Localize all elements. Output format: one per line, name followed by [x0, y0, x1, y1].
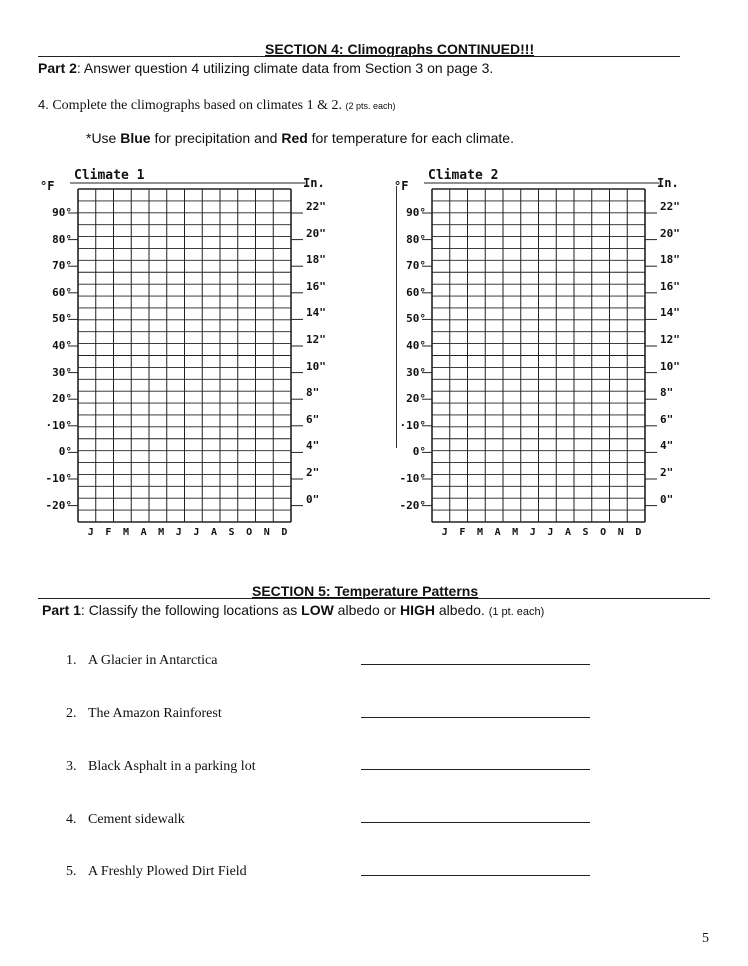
answer-line-1[interactable] — [361, 664, 590, 665]
list-item — [66, 759, 256, 775]
temperature-label: 30° — [52, 365, 72, 379]
item-text: A Freshly Plowed Dirt Field — [88, 864, 247, 879]
precipitation-unit-label: In. — [657, 176, 679, 190]
month-label: A — [564, 527, 571, 538]
precipitation-label: 22" — [306, 200, 326, 213]
month-label: A — [494, 527, 501, 538]
month-label: M — [158, 527, 165, 538]
month-label: J — [441, 527, 448, 538]
instr-mid: for precipitation and — [150, 130, 282, 146]
chart-title: Climate 1 — [74, 168, 145, 183]
temperature-label: -10° — [399, 472, 426, 485]
precipitation-label: 12" — [306, 333, 326, 346]
answer-line-5[interactable] — [361, 875, 590, 876]
temperature-label: ·10° — [45, 418, 72, 432]
question-4-points: (2 pts. each) — [345, 101, 396, 111]
part1-label: Part 1 — [42, 602, 81, 618]
part1-points: (1 pt. each) — [488, 606, 545, 618]
month-label: D — [635, 527, 642, 538]
climograph-climate-2[interactable] — [384, 164, 714, 554]
question-4-number: 4. — [38, 97, 49, 112]
list-item — [66, 706, 222, 722]
part1-pre: : Classify the following locations as — [80, 602, 302, 618]
temperature-label: -20° — [399, 498, 426, 512]
precipitation-label: 14" — [306, 306, 326, 320]
part1-post: albedo. — [434, 602, 489, 618]
precipitation-label: 22" — [660, 200, 680, 213]
precipitation-label: 6" — [660, 412, 674, 426]
temperature-label: 40° — [52, 339, 72, 352]
precipitation-label: 16" — [306, 279, 326, 293]
temperature-label: 50° — [406, 312, 426, 326]
temperature-label: 90° — [52, 206, 72, 219]
month-label: J — [529, 527, 536, 538]
precipitation-label: 0" — [660, 492, 674, 506]
precipitation-label: 4" — [306, 439, 320, 453]
temperature-label: 20° — [52, 392, 72, 406]
temperature-label: 70° — [52, 259, 72, 273]
part1-low: LOW — [301, 602, 334, 618]
precipitation-label: 20" — [306, 226, 326, 240]
month-label: D — [281, 527, 288, 538]
instr-pre: *Use — [86, 130, 121, 146]
temperature-label: ·10° — [399, 418, 426, 432]
item-number: 5. — [66, 864, 77, 879]
section5-title: SECTION 5: Temperature Patterns — [252, 583, 479, 599]
month-label: O — [246, 527, 253, 538]
temperature-label: 30° — [406, 365, 426, 379]
answer-line-4[interactable] — [361, 822, 590, 823]
page-number: 5 — [702, 931, 709, 946]
part1-instruction — [42, 602, 544, 618]
temperature-unit-label: °F — [394, 179, 409, 193]
temperature-label: 20° — [406, 392, 426, 406]
temperature-label: 60° — [52, 285, 72, 299]
item-number: 3. — [66, 759, 77, 774]
month-label: J — [547, 527, 554, 538]
precipitation-label: 14" — [660, 306, 680, 320]
month-label: J — [193, 527, 200, 538]
item-number: 2. — [66, 706, 77, 721]
part1-high: HIGH — [399, 602, 435, 618]
question-4-text: Complete the climographs based on climates 1 & 2. — [48, 98, 346, 113]
month-label: M — [476, 527, 483, 538]
precipitation-label: 10" — [306, 359, 326, 373]
chart-title: Climate 2 — [428, 168, 499, 183]
precipitation-label: 8" — [306, 386, 320, 400]
temperature-label: -10° — [45, 472, 72, 485]
precipitation-label: 18" — [660, 253, 680, 267]
temperature-label: 50° — [52, 312, 72, 326]
precipitation-label: 12" — [660, 333, 680, 346]
month-label: A — [140, 527, 147, 538]
color-instruction — [86, 130, 514, 146]
section4-title: SECTION 4: Climographs CONTINUED!!! — [265, 41, 535, 57]
temperature-label: 40° — [406, 339, 426, 352]
month-axis — [436, 527, 647, 538]
precipitation-label: 16" — [660, 279, 680, 293]
month-label: O — [600, 527, 607, 538]
month-label: J — [87, 527, 94, 538]
month-label: F — [459, 527, 466, 538]
instr-post: for temperature for each climate. — [307, 130, 514, 146]
month-label: N — [263, 527, 270, 538]
temperature-label: 60° — [406, 285, 426, 299]
part2-text: : Answer question 4 utilizing climate data from Section 3 on page 3. — [76, 60, 494, 76]
item-number: 1. — [66, 653, 77, 668]
month-label: M — [122, 527, 129, 538]
month-label: S — [582, 527, 589, 538]
temperature-label: -20° — [45, 498, 72, 512]
list-item — [66, 864, 247, 880]
month-label: A — [210, 527, 217, 538]
month-label: S — [228, 527, 235, 538]
month-label: N — [617, 527, 624, 538]
month-label: F — [105, 527, 112, 538]
answer-line-3[interactable] — [361, 769, 590, 770]
precipitation-label: 18" — [306, 253, 326, 267]
item-text: The Amazon Rainforest — [88, 706, 222, 721]
month-label: M — [512, 527, 519, 538]
precipitation-unit-label: In. — [303, 176, 325, 190]
precipitation-label: 2" — [660, 466, 674, 479]
section4-rule — [38, 56, 680, 57]
temperature-unit-label: °F — [40, 179, 55, 193]
temperature-label: 0° — [412, 445, 426, 459]
part2-label: Part 2 — [38, 60, 77, 76]
temperature-label: 80° — [406, 232, 426, 246]
temperature-label: 0° — [58, 445, 72, 459]
temperature-label: 90° — [406, 206, 426, 219]
precipitation-label: 4" — [660, 439, 674, 453]
climograph-climate-1[interactable] — [30, 164, 360, 554]
precipitation-label: 6" — [306, 412, 320, 426]
item-number: 4. — [66, 812, 77, 827]
section5-rule — [38, 598, 710, 599]
month-label: J — [175, 527, 182, 538]
list-item — [66, 812, 185, 828]
part2-instruction — [38, 60, 493, 76]
precipitation-label: 10" — [660, 359, 680, 373]
precipitation-label: 0" — [306, 492, 320, 506]
instr-blue: Blue — [120, 130, 151, 146]
precipitation-label: 8" — [660, 386, 674, 400]
precipitation-label: 2" — [306, 466, 320, 479]
month-axis — [82, 527, 293, 538]
part1-mid: albedo or — [333, 602, 400, 618]
temperature-label: 70° — [406, 259, 426, 273]
answer-line-2[interactable] — [361, 717, 590, 718]
question-4 — [38, 97, 396, 114]
item-text: A Glacier in Antarctica — [88, 653, 218, 668]
precipitation-label: 20" — [660, 226, 680, 240]
list-item — [66, 653, 217, 669]
temperature-label: 80° — [52, 232, 72, 246]
instr-red: Red — [281, 130, 308, 146]
item-text: Cement sidewalk — [88, 812, 185, 827]
item-text: Black Asphalt in a parking lot — [88, 759, 256, 774]
